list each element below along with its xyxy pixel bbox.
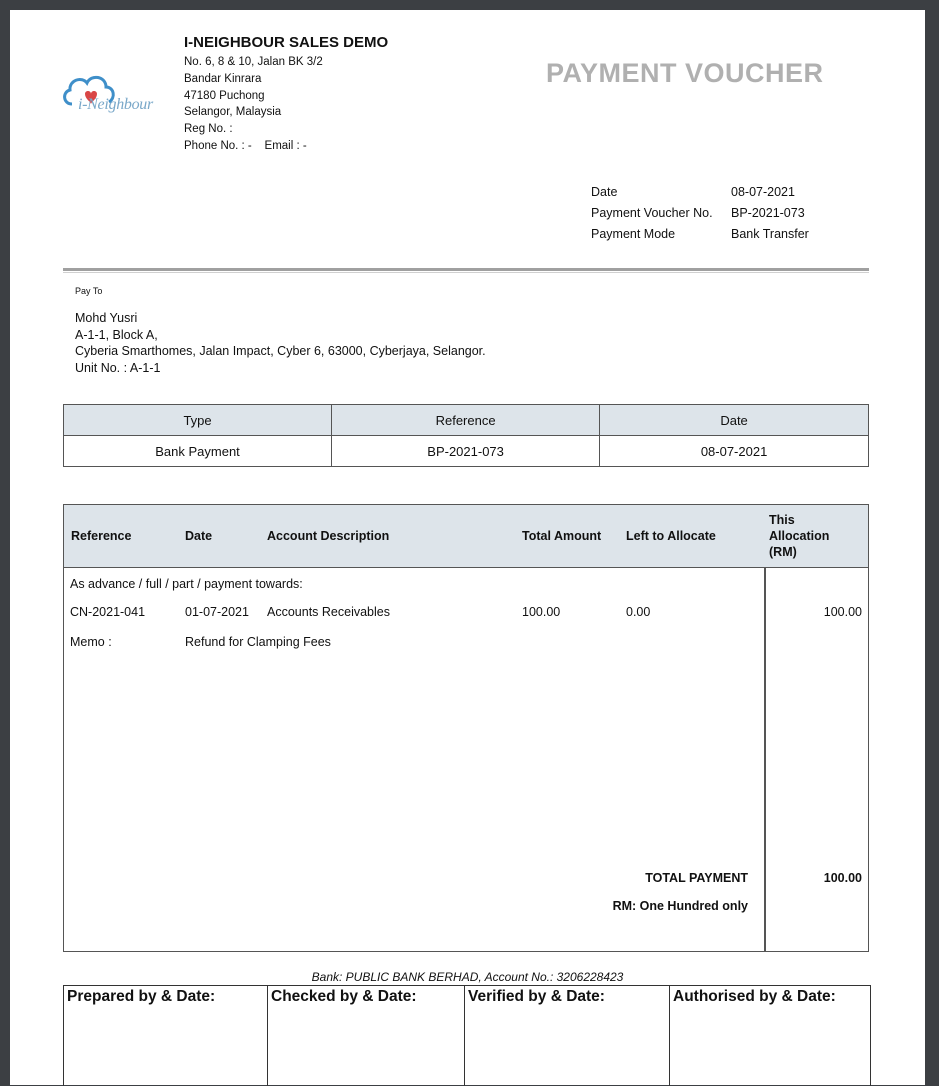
- reg-no: Reg No. :: [184, 123, 233, 136]
- address-line: 47180 Puchong: [184, 89, 265, 102]
- address-line: Bandar Kinrara: [184, 72, 262, 85]
- company-name: I-NEIGHBOUR SALES DEMO: [184, 34, 389, 51]
- pay-to-block: [75, 310, 486, 376]
- company-logo: [60, 68, 180, 128]
- col-total: Total Amount: [522, 529, 602, 543]
- intro-text: As advance / full / part / payment towards:: [70, 577, 303, 591]
- verified-by-box: Verified by & Date:: [465, 986, 670, 1086]
- col-allocation-line: This: [769, 513, 795, 527]
- checked-by-box: Checked by & Date:: [268, 986, 465, 1086]
- payment-mode-value: Bank Transfer: [731, 227, 809, 241]
- header-divider: [63, 268, 869, 271]
- voucher-no-label: Payment Voucher No.: [591, 206, 713, 220]
- col-left: Left to Allocate: [626, 529, 716, 543]
- total-payment-label: TOTAL PAYMENT: [645, 871, 748, 885]
- col-allocation-line: Allocation: [769, 529, 830, 543]
- allocation-divider: [764, 567, 766, 951]
- voucher-meta: [591, 182, 809, 245]
- payee-name: Mohd Yusri: [75, 311, 138, 325]
- logo-text: i-Neighbour: [78, 96, 153, 113]
- col-reference: Reference: [71, 529, 132, 543]
- header-reference: Reference: [332, 405, 600, 436]
- row-left: 0.00: [626, 605, 651, 619]
- header-type: Type: [64, 405, 332, 436]
- authorised-by-box: Authorised by & Date:: [673, 988, 836, 1005]
- voucher-no-value: BP-2021-073: [731, 206, 805, 220]
- memo-label: Memo :: [70, 635, 112, 649]
- cell-reference: BP-2021-073: [332, 436, 600, 467]
- row-allocation: 100.00: [823, 605, 862, 619]
- signature-boxes: [63, 985, 871, 1086]
- header-divider-thin: [63, 272, 869, 273]
- memo-value: Refund for Clamping Fees: [185, 635, 331, 649]
- total-payment-value: 100.00: [823, 871, 862, 885]
- bank-info: Bank: PUBLIC BANK BERHAD, Account No.: 3206228423: [311, 970, 624, 984]
- row-reference: CN-2021-041: [70, 605, 146, 619]
- table-row: [64, 436, 869, 467]
- col-date: Date: [185, 529, 213, 543]
- payment-mode-label: Payment Mode: [591, 227, 676, 241]
- address-line: No. 6, 8 & 10, Jalan BK 3/2: [184, 56, 323, 68]
- address-line: Selangor, Malaysia: [184, 106, 282, 119]
- col-allocation-line: (RM): [769, 545, 797, 559]
- detail-table: [63, 504, 869, 952]
- amount-in-words: RM: One Hundred only: [612, 899, 748, 913]
- voucher-page: [10, 10, 925, 1085]
- payee-address-line: Cyberia Smarthomes, Jalan Impact, Cyber 6, 63000, Cyberjaya, Selangor.: [75, 344, 486, 358]
- row-account: Accounts Receivables: [267, 605, 390, 619]
- date-label: Date: [591, 185, 618, 199]
- company-info: [184, 34, 388, 155]
- col-account: Account Description: [267, 529, 390, 543]
- cell-date: 08-07-2021: [600, 436, 869, 467]
- row-date: 01-07-2021: [185, 605, 249, 619]
- detail-table-header: [64, 505, 868, 568]
- payee-address-line: A-1-1, Block A,: [75, 327, 158, 342]
- payee-unit: Unit No. : A-1-1: [75, 360, 161, 375]
- date-value: 08-07-2021: [731, 185, 795, 199]
- pay-to-label: Pay To: [75, 286, 103, 296]
- document-title: PAYMENT VOUCHER: [546, 58, 824, 88]
- prepared-by-box: Prepared by & Date:: [64, 986, 268, 1086]
- row-total: 100.00: [522, 605, 561, 619]
- phone-email: Phone No. : - Email : -: [184, 139, 307, 152]
- summary-table: [63, 404, 869, 467]
- col-allocation: [769, 512, 829, 560]
- header-date: Date: [600, 405, 869, 436]
- cell-type: Bank Payment: [64, 436, 332, 467]
